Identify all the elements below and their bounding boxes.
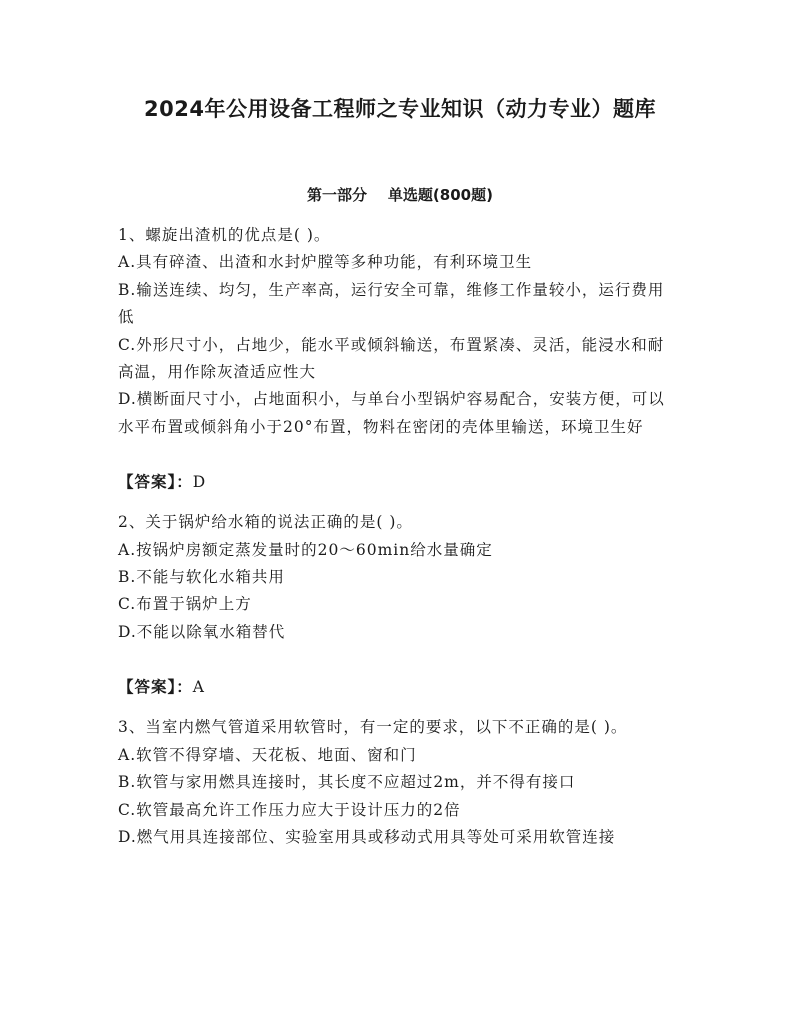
option-a: A.具有碎渣、出渣和水封炉膛等多种功能，有利环境卫生 <box>118 253 533 272</box>
option-b: B.软管与家用燃具连接时，其长度不应超过2m，并不得有接口 <box>118 773 576 792</box>
question-list <box>118 222 678 851</box>
question-2 <box>118 509 678 701</box>
option-b: B.输送连续、均匀，生产率高，运行安全可靠，维修工作量较小，运行费用低 <box>118 280 665 327</box>
question-3 <box>118 714 678 851</box>
answer-value: A <box>192 678 205 697</box>
option-a: A.软管不得穿墙、天花板、地面、窗和门 <box>118 745 417 764</box>
answer-label: 【答案】： <box>118 678 193 697</box>
option-b: B.不能与软化水箱共用 <box>118 568 285 587</box>
option-c: C.布置于锅炉上方 <box>118 595 252 614</box>
question-stem: 3、当室内燃气管道采用软管时，有一定的要求，以下不正确的是( )。 <box>118 718 628 737</box>
answer-line <box>118 469 678 496</box>
option-c: C.外形尺寸小，占地少，能水平或倾斜输送，布置紧凑、灵活，能浸水和耐高温，用作除灰渣适应性大 <box>118 335 665 382</box>
answer-label: 【答案】： <box>118 473 193 492</box>
question-stem: 2、关于锅炉给水箱的说法正确的是( )。 <box>118 513 413 532</box>
option-d: D.横断面尺寸小，占地面积小，与单台小型锅炉容易配合，安装方便，可以水平布置或倾斜角小于20°布置，物料在密闭的壳体里输送，环境卫生好 <box>118 390 665 436</box>
question-1 <box>118 222 678 496</box>
question-stem: 1、螺旋出渣机的优点是( )。 <box>118 226 331 244</box>
option-c: C.软管最高允许工作压力应大于设计压力的2倍 <box>118 800 461 819</box>
section-title: 第一部分 单选题(800题) <box>307 186 493 204</box>
answer-value: D <box>192 473 207 492</box>
option-d: D.不能以除氧水箱替代 <box>118 622 286 641</box>
option-d: D.燃气用具连接部位、实验室用具或移动式用具等处可采用软管连接 <box>118 827 616 846</box>
answer-line <box>118 674 678 701</box>
option-a: A.按锅炉房额定蒸发量时的20～60min给水量确定 <box>118 540 493 559</box>
document-title: 2024年公用设备工程师之专业知识（动力专业）题库 <box>144 97 656 121</box>
